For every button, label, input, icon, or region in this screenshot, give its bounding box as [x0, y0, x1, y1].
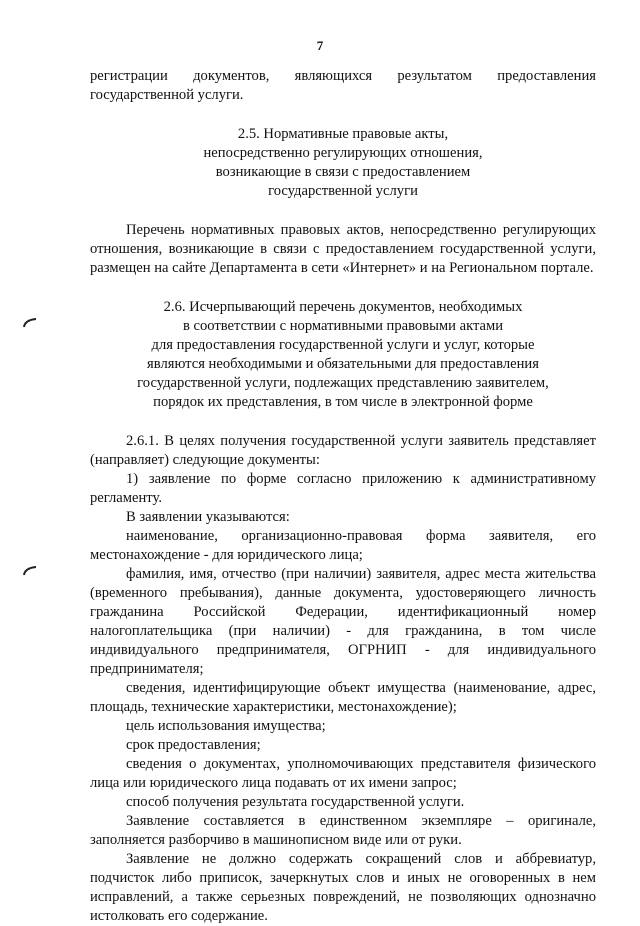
section-2-6-heading [90, 298, 596, 412]
intro-paragraph: регистрации документов, являющихся результатом предоставления государственной услуги. [90, 68, 596, 103]
field-legal-entity: наименование, организационно-правовая форма заявителя, его местонахождение - для юридического лица; [90, 528, 596, 563]
field-individual: фамилия, имя, отчество (при наличии) заявителя, адрес места жительства (временного пребывания), данные документа, удостоверяющего личность гражданина Российской Федерации, идентификационный номер налогоплательщика (при наличии) - для гражданина, в том числе индивидуального предпринимателя, ОГРНИП - для индивидуального предпринимателя; [90, 566, 596, 677]
page-number: 7 [316, 38, 324, 53]
heading-line: непосредственно регулирующих отношения, [203, 145, 483, 161]
field-result-method: способ получения результата государственной услуги. [126, 794, 465, 810]
heading-line: порядок их представления, в том числе в электронной форме [153, 394, 533, 410]
paragraph-single-copy: Заявление составляется в единственном экземпляре – оригинале, заполняется разборчиво в машинописном виде или от руки. [90, 813, 596, 848]
list-item-application: 1) заявление по форме согласно приложению к административному регламенту. [90, 471, 596, 506]
heading-line: государственной услуги, подлежащих представлению заявителем, [137, 375, 549, 391]
heading-line: возникающие в связи с предоставлением [215, 164, 471, 180]
heading-line: являются необходимыми и обязательными для предоставления [147, 356, 539, 372]
scan-artifact-mark [22, 318, 38, 328]
heading-line: 2.5. Нормативные правовые акты, [237, 126, 449, 142]
section-2-5-paragraph: Перечень нормативных правовых актов, непосредственно регулирующих отношения, возникающие в связи с предоставлением государственной услуги, размещен на сайте Департамента в сети «Интернет» и на Региональном портале. [90, 222, 596, 276]
application-fields-intro: В заявлении указываются: [126, 509, 290, 525]
field-property: сведения, идентифицирующие объект имущества (наименование, адрес, площадь, технические характеристики, местонахождение); [90, 680, 596, 715]
document-body [90, 67, 596, 926]
field-representative: сведения о документах, уполномочивающих представителя физического лица или юридического лица подавать от их имени запрос; [90, 756, 596, 791]
paragraph-no-abbreviations: Заявление не должно содержать сокращений слов и аббревиатур, подчисток либо приписок, зачеркнутых слов и иных не оговоренных в нем исправлений, а также серьезных повреждений, не позволяющих однозначно истолковать его содержание. [90, 851, 596, 924]
field-purpose: цель использования имущества; [126, 718, 326, 734]
heading-line: 2.6. Исчерпывающий перечень документов, необходимых [163, 299, 523, 315]
scan-artifact-mark [22, 566, 38, 576]
paragraph-2-6-1: 2.6.1. В целях получения государственной услуги заявитель представляет (направляет) следующие документы: [90, 433, 596, 468]
heading-line: в соответствии с нормативными правовыми актами [182, 318, 504, 334]
heading-line: государственной услуги [268, 183, 418, 199]
section-2-5-heading [90, 125, 596, 201]
field-term: срок предоставления; [126, 737, 261, 753]
heading-line: для предоставления государственной услуги и услуг, которые [151, 337, 535, 353]
